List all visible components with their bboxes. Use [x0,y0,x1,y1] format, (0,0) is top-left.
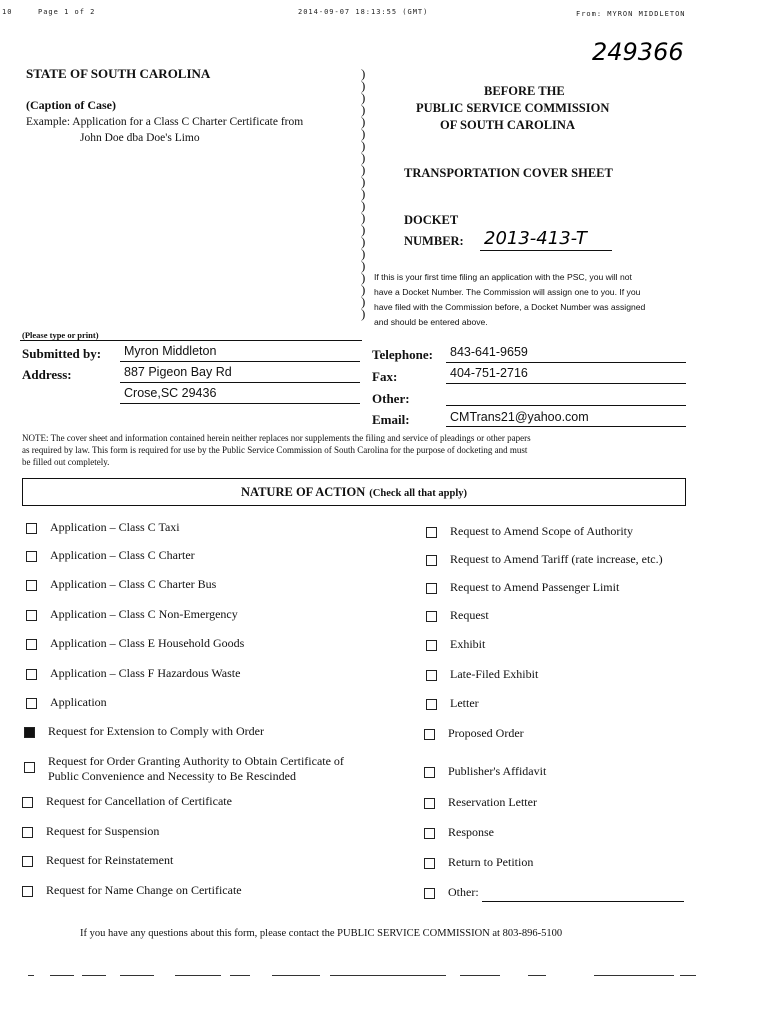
docket-number-value[interactable]: 2013-413-T [484,228,587,249]
other-action-line [482,901,684,902]
submitted-label: Submitted by: [22,346,102,361]
option-label: Request for Suspension [46,824,160,838]
checkbox-letter[interactable] [426,699,437,710]
checkbox-cancellation[interactable] [22,797,33,808]
option-label: Application – Class C Charter Bus [50,577,217,591]
note-line: be filled out completely. [22,457,110,467]
checkbox-reinstatement[interactable] [22,856,33,867]
option-label: Application [50,695,107,709]
docket-number-line [480,250,612,251]
checkbox-name-change[interactable] [22,886,33,897]
scan-dash [28,975,34,976]
option-label-multiline [48,754,344,784]
option-label: Exhibit [450,637,486,651]
checkbox-other[interactable] [424,888,435,899]
scan-dash [175,975,221,976]
option-label: Publisher's Affidavit [448,764,547,778]
fax-page: Page 1 of 2 [38,8,96,16]
option-label: Letter [450,696,479,710]
handwritten-number: 249366 [592,38,684,66]
nature-of-action-box [22,478,686,506]
note-line: as required by law. This form is required for use by the Public Service Commission of South Carolina for the purpose of docketing and must [22,445,528,455]
note-line: NOTE: The cover sheet and information contained herein neither replaces nor supplements the filing and service of pleadings or other papers [22,433,531,443]
checkbox-proposed-order[interactable] [424,729,435,740]
scan-dash [330,975,446,976]
telephone-value[interactable]: 843-641-9659 [450,345,528,359]
scan-dash [50,975,74,976]
address-label: Address: [22,367,72,382]
cover-sheet-title: TRANSPORTATION COVER SHEET [404,166,613,180]
fax-from: From: MYRON MIDDLETON [576,10,686,18]
checkbox-class-c-taxi[interactable] [26,523,37,534]
scan-dash [460,975,500,976]
telephone-line [446,362,686,363]
checkbox-suspension[interactable] [22,827,33,838]
email-value[interactable]: CMTrans21@yahoo.com [450,410,589,424]
checkbox-order-granting-authority[interactable] [24,762,35,773]
note-block [22,432,531,468]
footer-contact: If you have any questions about this form, please contact the PUBLIC SERVICE COMMISSION at 803-896-5100 [80,928,563,939]
docket-label: DOCKET [404,213,459,227]
checkbox-reservation-letter[interactable] [424,798,435,809]
checkbox-amend-passenger-limit[interactable] [426,583,437,594]
checkbox-amend-tariff[interactable] [426,555,437,566]
option-label: Request for Name Change on Certificate [46,883,242,897]
checkbox-class-e-household-goods[interactable] [26,639,37,650]
fax-timestamp: 2014-09-07 18:13:55 (GMT) [298,8,429,16]
before-line-3: OF SOUTH CAROLINA [440,118,575,132]
submitted-value[interactable]: Myron Middleton [124,344,217,358]
checkbox-extension-to-comply[interactable] [24,727,35,738]
option-label: Application – Class C Charter [50,548,195,562]
option-label: Public Convenience and Necessity to Be Rescinded [48,769,296,783]
docket-note [374,270,645,330]
docket-number-label: NUMBER: [404,234,464,248]
option-label: Application – Class C Taxi [50,520,180,534]
caption-example-line-1: Example: Application for a Class C Charter Certificate from [26,116,304,128]
option-label: Request for Reinstatement [46,853,174,867]
option-label: Proposed Order [448,726,524,740]
fax-header-left: 10 [2,8,13,16]
fax-value[interactable]: 404-751-2716 [450,366,528,380]
checkbox-return-to-petition[interactable] [424,858,435,869]
option-label: Return to Petition [448,855,534,869]
checkbox-class-f-hazardous-waste[interactable] [26,669,37,680]
state-title: STATE OF SOUTH CAROLINA [26,66,211,81]
address-line-2[interactable]: Crose,SC 29436 [124,386,217,400]
scan-dash [230,975,250,976]
paren-column: ) ) ) ) ) ) ) ) ) ) ) ) ) ) ) ) ) ) ) ) ) [361,66,366,321]
nature-subtitle: (Check all that apply) [369,488,468,499]
address-line-1[interactable]: 887 Pigeon Bay Rd [124,365,232,379]
docket-note-line: and should be entered above. [374,317,488,327]
option-label: Application – Class F Hazardous Waste [50,666,241,680]
option-label: Other: [448,885,479,899]
fax-label: Fax: [372,369,398,384]
address-line-1-rule [120,382,360,383]
scan-dash [594,975,674,976]
scan-dash [680,975,696,976]
scan-dash [272,975,320,976]
checkbox-response[interactable] [424,828,435,839]
before-line-2: PUBLIC SERVICE COMMISSION [416,101,610,115]
checkbox-class-c-charter-bus[interactable] [26,580,37,591]
nature-title: NATURE OF ACTION [240,485,366,499]
option-label: Request for Order Granting Authority to Obtain Certificate of [48,754,344,768]
scan-dash [82,975,106,976]
checkbox-class-c-non-emergency[interactable] [26,610,37,621]
checkbox-exhibit[interactable] [426,640,437,651]
scan-dash [120,975,154,976]
other-label: Other: [372,391,410,406]
checkbox-late-filed-exhibit[interactable] [426,670,437,681]
option-label: Request for Cancellation of Certificate [46,794,232,808]
docket-note-line: have filed with the Commission before, a Docket Number was assigned [374,302,646,312]
caption-label: (Caption of Case) [26,98,116,112]
checkbox-publishers-affidavit[interactable] [424,767,435,778]
telephone-label: Telephone: [372,347,433,362]
checkbox-amend-scope[interactable] [426,527,437,538]
option-label: Request [450,608,489,622]
option-label: Request for Extension to Comply with Order [48,724,264,738]
option-label: Application – Class C Non-Emergency [50,607,238,621]
option-label: Request to Amend Passenger Limit [450,580,620,594]
option-label: Request to Amend Tariff (rate increase, etc.) [450,552,663,566]
docket-note-line: have a Docket Number. The Commission will assign one to you. If you [374,287,641,297]
option-label: Response [448,825,494,839]
before-line-1: BEFORE THE [484,84,565,98]
scan-dash [528,975,546,976]
address-line-2-rule [120,403,360,404]
email-label: Email: [372,412,410,427]
docket-note-line: If this is your first time filing an application with the PSC, you will not [374,272,632,282]
caption-example-line-2: John Doe dba Doe's Limo [80,132,200,144]
option-label: Late-Filed Exhibit [450,667,539,681]
other-line [446,405,686,406]
divider-line [20,340,362,341]
checkbox-request[interactable] [426,611,437,622]
type-print-label: (Please type or print) [22,330,99,340]
checkbox-application[interactable] [26,698,37,709]
option-label: Reservation Letter [448,795,537,809]
fax-line [446,383,686,384]
checkbox-class-c-charter[interactable] [26,551,37,562]
submitted-line [120,361,360,362]
option-label: Application – Class E Household Goods [50,636,245,650]
option-label: Request to Amend Scope of Authority [450,524,633,538]
email-line [446,426,686,427]
